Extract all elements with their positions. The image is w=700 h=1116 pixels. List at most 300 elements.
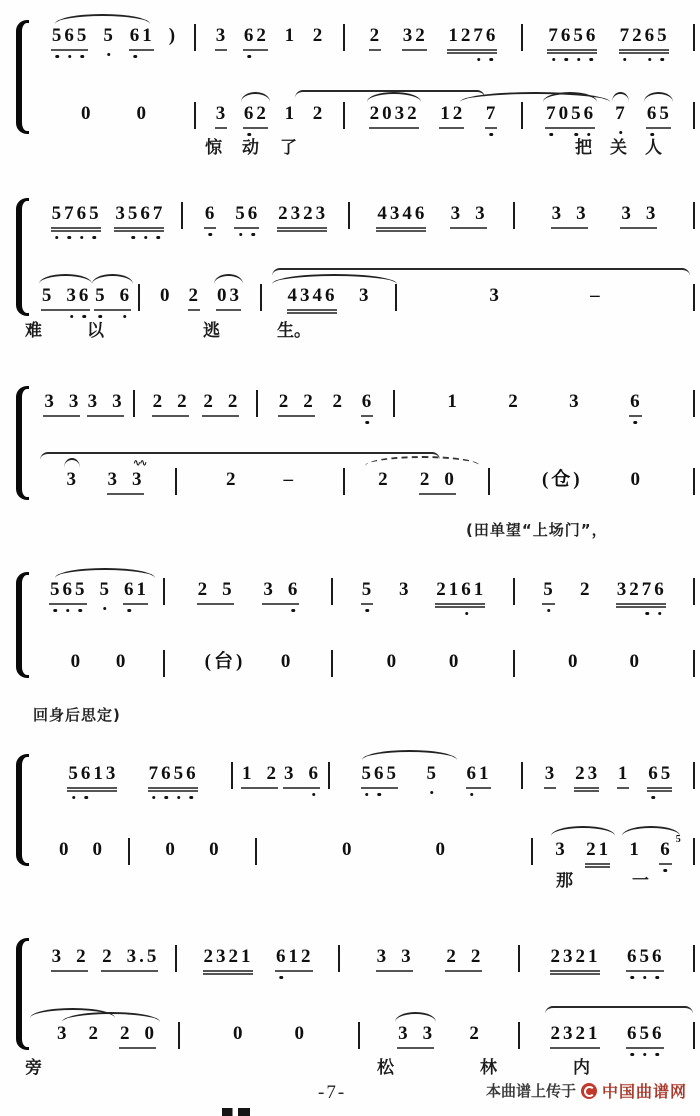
note-space (107, 284, 119, 308)
measure (330, 762, 521, 789)
note-token (283, 762, 320, 789)
note-digit: 2 (407, 103, 418, 124)
note-token (550, 945, 600, 972)
system-2-vocal-row (34, 284, 697, 311)
note-token (115, 650, 128, 674)
lyric-syllable: 把 (575, 138, 592, 158)
note-digit: 6 (466, 763, 477, 784)
note-digit: 6 (648, 763, 659, 784)
note-digit: 1 (288, 946, 299, 967)
note-digit: 2 (278, 203, 289, 224)
note-digit: 5 (426, 763, 437, 784)
barline (693, 202, 695, 229)
measure (258, 390, 393, 417)
note-digit: 0 (629, 651, 640, 672)
note-token (466, 762, 491, 789)
note-digit: 3 (422, 1023, 434, 1044)
barline (693, 1022, 695, 1049)
note-digit: 6 (654, 579, 665, 600)
note-digit: 4 (287, 285, 298, 306)
lyric-syllable: 那 (556, 871, 573, 891)
measure (177, 468, 343, 492)
note-digit: 5 (41, 285, 53, 306)
note-token (450, 202, 487, 229)
note-token (215, 24, 228, 51)
measure (180, 1022, 358, 1046)
note-digit: 1 (479, 763, 490, 784)
note-digit: 2 (197, 579, 209, 600)
note-digit: 6 (374, 763, 385, 784)
system-4-bracket (16, 572, 29, 678)
note-digit: 2 (303, 391, 314, 412)
barline (693, 578, 695, 605)
note-digit: 2 (226, 469, 237, 490)
note-digit: 3 (315, 203, 327, 224)
lyric-syllable: 动 (242, 138, 259, 158)
note-token (284, 24, 297, 48)
note-digit: 6 (243, 25, 255, 46)
note-digit: 2 (369, 25, 381, 46)
note-digit: 3 (105, 763, 117, 784)
note-space (633, 202, 645, 226)
note-digit: 2 (446, 946, 457, 967)
note-token (232, 1022, 245, 1046)
note-token (87, 390, 124, 417)
note-token (164, 838, 177, 862)
measure (523, 24, 693, 51)
note-digit: 0 (136, 103, 147, 124)
note-token (67, 762, 117, 789)
note-token (168, 24, 177, 48)
note-digit: 2 (256, 25, 267, 46)
note-digit: 2 (332, 391, 343, 412)
note-digit: 5 (361, 763, 372, 784)
note-token (628, 838, 641, 862)
note-token (545, 102, 595, 129)
note-space (290, 390, 302, 414)
note-digit: 5 (75, 579, 86, 600)
note-digit: 0 (217, 285, 228, 306)
note-token (51, 202, 101, 229)
measure (34, 390, 133, 417)
barline (693, 390, 695, 417)
note-digit: 0 (280, 651, 292, 672)
note-digit: 3 (399, 579, 410, 600)
note-digit: 7 (641, 579, 653, 600)
note-digit: 0 (568, 651, 579, 672)
note-digit: 6 (627, 1023, 638, 1044)
note-digit: 6 (308, 763, 319, 784)
note-digit: 3 (645, 203, 657, 224)
note-digit: 6 (76, 203, 88, 224)
note-space (275, 578, 287, 602)
note-digit: 1 (136, 579, 147, 600)
note-digit: 2 (369, 103, 381, 124)
note-token (585, 838, 610, 865)
note-digit: 3 (132, 469, 143, 490)
note-space (388, 945, 400, 969)
note-token (129, 24, 154, 51)
slur-arc (622, 826, 680, 836)
system-3-vocal-row (34, 458, 697, 495)
note-token (617, 762, 630, 789)
system-2-instrumental-row (34, 202, 697, 229)
note-digit: 5 (127, 203, 139, 224)
note-token (567, 650, 580, 674)
note-token (215, 102, 228, 129)
note-digit: 2 (378, 469, 389, 490)
barline (693, 945, 695, 972)
note-space (56, 390, 68, 414)
note-digit: 2 (312, 103, 324, 124)
note-token (197, 578, 234, 605)
note-space (164, 390, 176, 414)
note-digit: 1 (617, 763, 629, 784)
note-digit: 7 (485, 103, 497, 124)
note-digit: 2 (550, 1023, 561, 1044)
note-digit: 1 (241, 946, 252, 967)
note-digit: ) (235, 651, 244, 672)
note-token (439, 102, 464, 129)
note-digit: 3 (115, 203, 126, 224)
note-digit: 3 (107, 469, 118, 490)
note-digit: 3 (394, 103, 406, 124)
note-token (369, 102, 419, 129)
note-digit: 0 (144, 1023, 155, 1044)
note-digit: 6 (461, 579, 472, 600)
lyric-syllable: 生。 (277, 321, 311, 341)
measure (34, 24, 194, 51)
note-digit: 3 (389, 203, 401, 224)
note-token (99, 578, 112, 602)
note-token (280, 650, 293, 674)
note-token (278, 390, 315, 417)
note-token (579, 578, 592, 602)
measure (533, 834, 693, 865)
note-token (626, 945, 664, 972)
note-digit: 6 (652, 1023, 663, 1044)
note-token (369, 24, 382, 51)
stage-direction: 回身后思定) (33, 706, 121, 724)
slur-arc (55, 14, 150, 24)
note-token (234, 202, 259, 229)
note-token (283, 468, 296, 492)
note-digit: 0 (59, 839, 70, 860)
note-token (542, 578, 555, 605)
note-digit: 3 (551, 203, 563, 224)
note-token (445, 945, 482, 972)
note-token (358, 284, 371, 308)
system-5-instrumental-row (34, 762, 697, 789)
note-token (647, 762, 672, 789)
note-token (312, 102, 325, 126)
barline (693, 762, 695, 789)
note-digit: 3 (216, 946, 227, 967)
slur-arc (545, 1006, 693, 1014)
note-digit: 0 (160, 285, 171, 306)
measure (515, 578, 693, 605)
note-digit: 5 (659, 103, 670, 124)
note-token (204, 650, 245, 674)
site-logo-icon (581, 1083, 597, 1099)
note-digit: 2 (303, 203, 314, 224)
note-token (419, 468, 456, 495)
note-token (243, 24, 268, 51)
measure (345, 468, 488, 495)
note-token (284, 102, 297, 126)
measure (523, 762, 693, 789)
measure (350, 202, 513, 229)
note-digit: 2 (580, 579, 591, 600)
measure (34, 578, 163, 605)
note-token (446, 390, 459, 414)
note-token (51, 24, 89, 51)
note-digit: 3 (300, 285, 311, 306)
note-digit: 2 (102, 946, 113, 967)
note-digit: 0 (386, 651, 398, 672)
note-digit: 3 (66, 469, 77, 490)
note-digit: 5 (173, 763, 185, 784)
note-digit: 3 (401, 946, 412, 967)
note-token (70, 650, 83, 674)
note-digit: 2 (203, 391, 214, 412)
note-digit: 5 (50, 579, 61, 600)
note-token (243, 102, 268, 129)
note-space (410, 1022, 422, 1046)
note-space (458, 945, 470, 969)
note-token (630, 468, 643, 492)
note-digit: 3 (376, 946, 388, 967)
note-digit: 1 (447, 391, 458, 412)
measure (135, 390, 256, 417)
note-token (275, 945, 313, 972)
note-token (107, 458, 146, 495)
barline (693, 838, 695, 865)
note-space (53, 284, 65, 308)
note-digit: 6 (276, 946, 287, 967)
system-3-instrumental-row (34, 390, 697, 417)
note-digit: 6 (161, 763, 172, 784)
note-token (203, 945, 253, 972)
note-digit: 6 (325, 285, 336, 306)
note-digit: 1 (588, 946, 599, 967)
note-token (629, 390, 642, 417)
measure (520, 945, 693, 972)
measure (515, 650, 693, 674)
note-space (431, 468, 443, 492)
note-digit: 2 (452, 103, 464, 124)
measure (397, 284, 693, 308)
note-digit: 3 (284, 763, 295, 784)
note-digit: 3 (576, 203, 587, 224)
note-token (629, 650, 642, 674)
note-digit: 5 (639, 1023, 650, 1044)
note-token (51, 945, 88, 972)
note-digit: 2 (228, 946, 239, 967)
note-token (507, 390, 520, 414)
note-digit: 2 (177, 391, 188, 412)
note-digit: 3 (263, 579, 274, 600)
note-digit: 2 (469, 1023, 480, 1044)
note-digit: 7 (148, 763, 160, 784)
note-digit: 2 (256, 103, 267, 124)
measure (333, 578, 513, 605)
note-digit: 3 (569, 391, 580, 412)
lyric-syllable: 松 (377, 1058, 394, 1078)
system-2-bracket (16, 198, 29, 316)
measure (34, 650, 163, 674)
note-token (376, 202, 426, 229)
system-1-vocal-row (34, 102, 697, 129)
note-token (397, 1022, 434, 1049)
note-digit: 0 (92, 839, 103, 860)
grace-note: 5 (675, 834, 682, 845)
note-digit: 0 (70, 651, 82, 672)
measure (165, 578, 331, 605)
barline (693, 650, 695, 677)
measure (345, 24, 521, 51)
note-digit: 3 (587, 763, 599, 784)
system-5-bracket (16, 754, 29, 866)
note-digit: 2 (227, 391, 239, 412)
note-token (361, 762, 399, 789)
note-token (551, 202, 588, 229)
watermark (486, 1079, 687, 1102)
note-digit: 3 (555, 839, 566, 860)
note-token (614, 102, 627, 126)
note-digit: 2 (575, 763, 586, 784)
measure (34, 1022, 178, 1049)
measure (34, 945, 175, 972)
slur-arc (295, 90, 485, 98)
note-token (123, 578, 148, 605)
note-token (616, 578, 666, 605)
note-token (619, 24, 669, 51)
note-token (136, 102, 149, 126)
note-digit: 0 (435, 839, 446, 860)
note-digit: 6 (62, 579, 73, 600)
note-digit: 5 (51, 25, 63, 46)
barline (693, 24, 695, 51)
note-digit: ( (204, 651, 212, 672)
note-digit: – (283, 469, 294, 490)
note-digit: 3 (398, 1023, 409, 1044)
note-digit: 5 (68, 763, 79, 784)
measure (233, 762, 328, 789)
note-digit: 6 (627, 946, 638, 967)
note-token (377, 468, 390, 492)
measure (490, 468, 693, 492)
note-token (312, 24, 325, 48)
note-digit: 6 (560, 25, 572, 46)
note-token (544, 762, 557, 789)
note-token (58, 838, 71, 862)
note-space (462, 202, 474, 226)
note-digit: 2 (88, 1023, 99, 1044)
note-token (159, 284, 172, 308)
note-digit: 3 (215, 25, 227, 46)
note-space (215, 390, 227, 414)
note-token (620, 202, 657, 229)
note-digit: 2 (120, 1023, 131, 1044)
note-token (402, 24, 427, 51)
note-digit: 1 (284, 103, 296, 124)
note-digit: 4 (402, 203, 413, 224)
watermark-prefix: 本曲谱上传于 (486, 1082, 577, 1100)
note-digit: 2 (152, 391, 164, 412)
note-digit: 0 (342, 839, 353, 860)
barline (693, 102, 695, 129)
note-token (225, 468, 238, 492)
note-token (589, 284, 602, 308)
note-digit: 6 (630, 391, 641, 412)
system-4-vocal-row (34, 650, 697, 677)
note-digit: 6 (80, 763, 92, 784)
measure (130, 838, 255, 862)
note-token (43, 390, 80, 417)
note-digit: 3 (126, 946, 138, 967)
note-digit: 1 (93, 763, 104, 784)
note-digit: 3 (563, 1023, 574, 1044)
note-token (101, 945, 158, 972)
lyric-syllable: 一 (632, 871, 649, 891)
note-digit: 2 (629, 579, 640, 600)
note-token (659, 834, 682, 865)
note-digit: ( (541, 469, 550, 490)
note-digit: 7 (615, 103, 626, 124)
lyric-syllable: 关 (610, 138, 627, 158)
note-token (554, 838, 567, 862)
note-token (550, 1022, 600, 1049)
note-digit: 仓 (551, 469, 572, 490)
note-digit: 2 (575, 1023, 586, 1044)
note-space (63, 945, 75, 969)
note-token (468, 1022, 481, 1046)
note-digit: 3 (290, 203, 302, 224)
note-digit: 3 (112, 391, 123, 412)
note-digit: 6 (646, 103, 658, 124)
note-digit: 2 (508, 391, 519, 412)
note-space (99, 390, 111, 414)
note-digit: 1 (142, 25, 153, 46)
note-digit: 3 (616, 579, 628, 600)
system-3-bracket (16, 386, 29, 500)
note-digit: 6 (64, 25, 75, 46)
note-digit: 5 (95, 285, 106, 306)
note-digit: 2 (203, 946, 214, 967)
measure (520, 1022, 693, 1049)
note-token (485, 102, 498, 129)
note-space (209, 578, 221, 602)
note-digit: . (139, 946, 145, 967)
note-digit: 2 (419, 469, 431, 490)
note-digit: – (590, 285, 601, 306)
note-digit: 6 (78, 285, 90, 306)
measure (333, 650, 513, 674)
note-token (447, 24, 497, 51)
note-token (332, 390, 345, 414)
note-token (241, 762, 278, 789)
measure (183, 202, 348, 229)
note-digit: 5 (51, 203, 63, 224)
note-digit: 5 (89, 203, 100, 224)
note-token (119, 1022, 156, 1049)
note-digit: 6 (644, 25, 656, 46)
note-digit: 3 (51, 946, 63, 967)
note-digit: 0 (81, 103, 92, 124)
note-token (148, 762, 198, 789)
cropped-glyph (222, 1108, 250, 1116)
